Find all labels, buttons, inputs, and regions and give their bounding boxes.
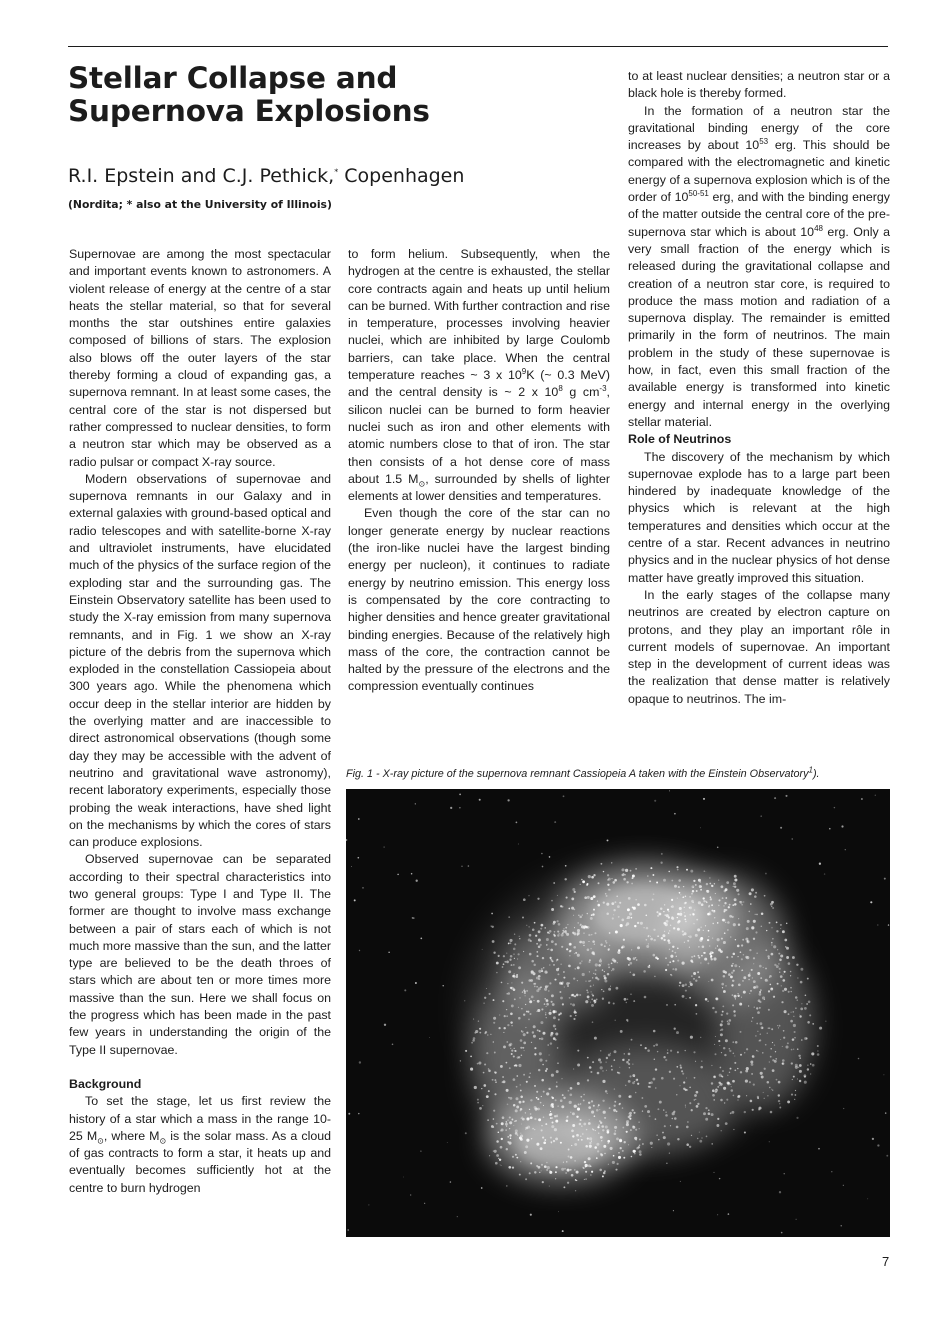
column-2 (348, 246, 610, 696)
text-run: erg, and with the binding energy of the matter outside the central core of the pre-supernova star which is about 10 (628, 190, 890, 239)
paragraph (348, 246, 610, 505)
paragraph (628, 103, 890, 432)
exponent: 53 (759, 137, 769, 147)
author-city: Copenhagen (338, 165, 465, 187)
section-heading-neutrinos: Role of Neutrinos (628, 432, 732, 447)
exponent: 8 (558, 384, 563, 394)
text-run: erg. This should be compared with the electromagnetic and kinetic energy of a supernova explosion which is of the order of 10 (628, 138, 890, 205)
sun-symbol: ⊙ (159, 1136, 167, 1146)
caption-end: ). (812, 768, 820, 780)
xray-image-cassiopeia-a (346, 789, 890, 1237)
paragraph: The discovery of the mechanism by which supernovae explode has to a large part been hindered by inadequate knowledge of the physics which is relevant at the high temperatures and densities which occur at the centre of a star. Recent advances in neutrino physics and in the nuclear physics of hot dense matter have greatly improved this situation. (628, 449, 890, 585)
caption-text: Fig. 1 - X-ray picture of the supernova remnant Cassiopeia A taken with the Einstein Observatory (346, 768, 809, 780)
title-line-1: Stellar Collapse and (68, 61, 398, 95)
text-run: is the solar mass. As a cloud of gas contracts to form a star, it heats up and eventually becomes sufficiently hot at the centre to burn hydrogen (69, 1128, 331, 1195)
paragraph: Supernovae are among the most spectacular and important events known to astronomers. A violent release of energy at the centre of a star heats the stellar material, so that for several months the star outshines entire galaxies composed of billions of stars. The explosion also blows off the outer layers of the star thereby forming a cloud of expanding gas, a supernova remnant. In at least some cases, the central core of the star is not dispersed but rather compressed to nuclear densities, to form a neutron star which may be observed as a radio pulsar or compact X-ray source. (69, 247, 331, 469)
paragraph: Observed supernovae can be separated according to their spectral characteristics into two general groups: Type I and Type II. The former are thought to involve mass exchange between a pair of stars each of which is not much more massive than the sun, and the latter type are believed to be the death throes of stars which are about ten or more times more massive than the sun. Here we shall focus on the progress which has been made in the past few years in understanding the origin of the Type II supernovae. (69, 852, 331, 1057)
paragraph: to at least nuclear densities; a neutron star or a black hole is thereby formed. (628, 69, 890, 101)
paragraph: In the early stages of the collapse many neutrinos are created by electron capture on protons, and they play an important rôle in current models of supernovae. An important step in the development of current ideas was the realization that dense matter is relatively opaque to neutrinos. The im- (628, 587, 890, 706)
exponent: 50-51 (688, 188, 709, 198)
caption-ref: 1 (808, 765, 813, 775)
top-rule (68, 46, 888, 47)
page-number: 7 (882, 1254, 890, 1269)
column-1 (69, 246, 331, 1197)
text-run: , surrounded by shells of lighter elements at lower densities and temperatures. (348, 471, 610, 504)
text-run: g cm (562, 385, 600, 400)
exponent: -3 (599, 384, 607, 394)
paragraph: Even though the core of the star can no longer generate energy by nuclear reactions (the iron-like nuclei have the largest binding energy per nucleon), it continues to radiate energy by neutrino emission. This energy loss is compensated by the core contracting to higher densities and hence greater gravitational binding energies. Because of the relatively high mass of the core, the contraction cannot be halted by the pressure of the electrons and the compression eventually continues (348, 506, 610, 694)
text-run: , where M (103, 1128, 160, 1143)
text-run: , silicon nuclei can be burned to form heavier nuclei such as iron and other elements with atomic numbers close to that of iron. The star then consists of a hot dense core of mass about 1.5 M (348, 385, 610, 486)
paragraph: Modern observations of supernovae and supernova remnants in our Galaxy and in external galaxies with ground-based optical and radio telescopes and with satellite-borne X-ray and ultraviolet instruments, have elucidated much of the physics of the surface region of the exploding star and the surrounding gas. The Einstein Observatory satellite has been used to study the X-ray emission from many supernova remnants, and in Fig. 1 we show an X-ray picture of the debris from the supernova which exploded in the constellation Cassiopeia about 300 years ago. While the phenomena which occur deep in the stellar interior are hidden by the overlying matter and are inaccessible to direct astronomical observations (though some day they may be accessible with the advent of neutrino and gravitational wave astronomy), recent laboratory experiments, especially those probing the weak interactions, have shed light on the mechanisms by which the cores of stars can produce explosions. (69, 471, 331, 850)
figure-caption (346, 765, 892, 780)
exponent: 48 (814, 223, 823, 233)
article-title (68, 62, 608, 128)
text-run: to form helium. Subsequently, when the hydrogen at the centre is exhausted, the stellar core contracts again and heats up until helium can be burned. With further contraction and rise in temperature, processes involving heavier nuclei, which are inhibited by large Coulomb barriers, can take place. When the central temperature reaches ~ 3 x 10 (348, 247, 610, 383)
author-star: * (334, 167, 339, 177)
column-3 (628, 68, 890, 708)
text-run: K (~ 0.3 MeV) and the central density is ~ 2 x 10 (348, 368, 610, 400)
affiliation: (Nordita; * also at the University of Illinois) (68, 198, 332, 211)
authors (68, 165, 464, 187)
sun-symbol: ⊙ (97, 1136, 104, 1146)
text-run: erg. Only a very small fraction of the energy which is released during the gravitational collapse and creation of a neutron star core, is required to produce the mass motion and radiation of a supernova display. The remainder is emitted primarily in the form of neutrinos. The main problem in the study of these supernovae is how, in fact, even this small fraction of the available energy is transformed into kinetic energy and internal energy in the overlying stellar material. (628, 224, 891, 429)
text-run: To set the stage, let us first review the history of a star which a mass in the range 10-25 M (69, 1094, 331, 1143)
title-line-2: Supernova Explosions (68, 94, 430, 128)
text-run: In the formation of a neutron star the gravitational binding energy of the core increases by about 10 (628, 103, 890, 153)
paragraph (69, 1093, 331, 1197)
sun-symbol: ⊙ (418, 479, 426, 489)
author-names: R.I. Epstein and C.J. Pethick, (68, 165, 335, 187)
exponent: 9 (521, 366, 527, 376)
section-heading-background: Background (69, 1076, 142, 1091)
